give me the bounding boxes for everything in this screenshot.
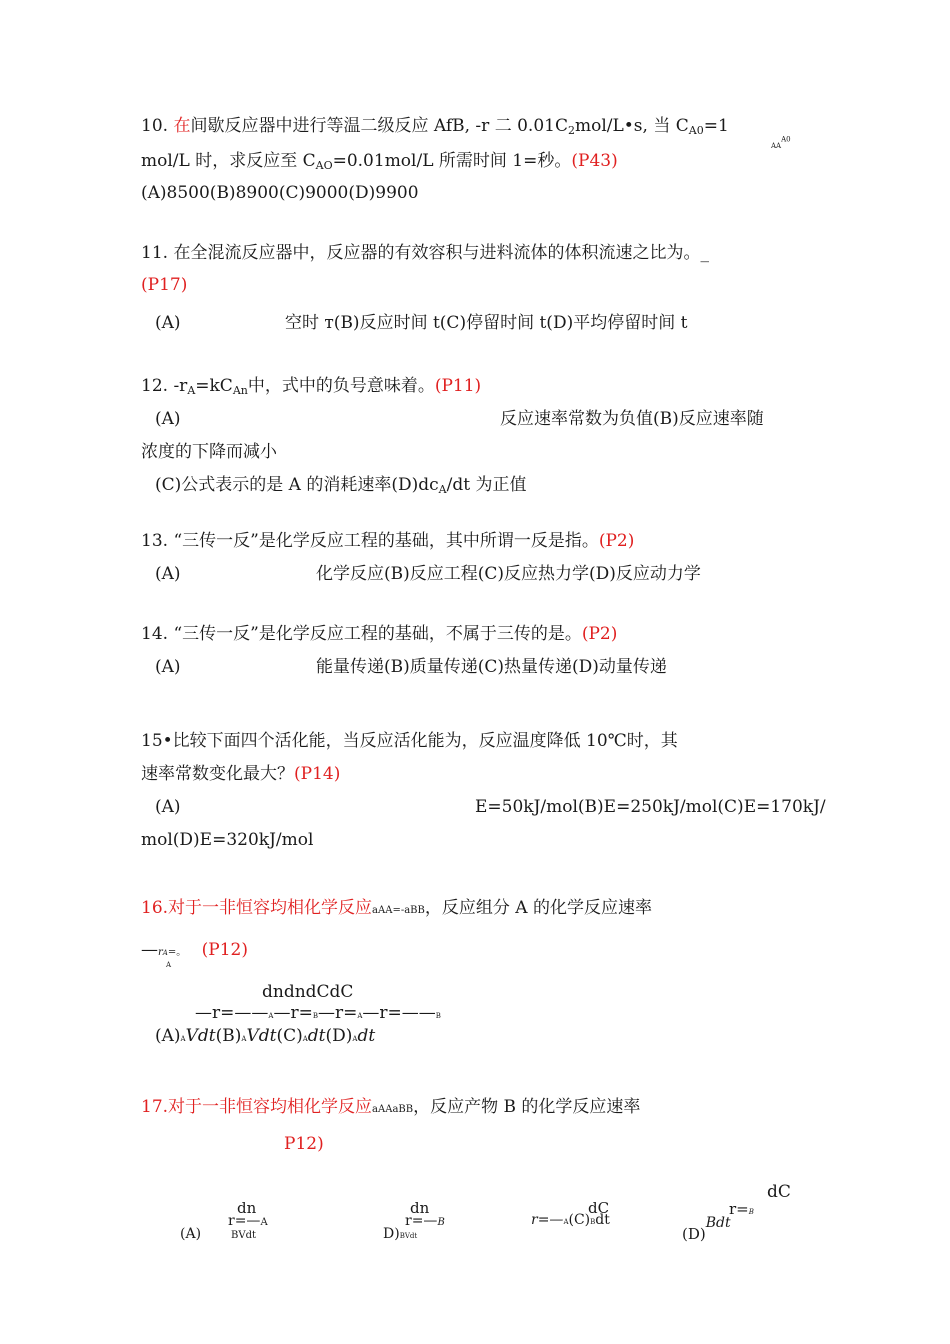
q17-d-label: (D)Bdt [682,1215,731,1243]
q15-question-line2: 速率常数变化最大？(P14) [141,764,341,784]
q16-formula-numerators: dndndCdC [262,982,354,1002]
q14-options: 能量传递(B)质量传递(C)热量传递(D)动量传递 [316,657,667,677]
q15-page-ref: (P14) [294,764,341,784]
q10-page-ref: (P43) [571,151,618,171]
q16-rate-blank: —rA=。 (P12) [141,940,248,960]
q17-a-rate: r=—A [228,1213,268,1229]
q13-option-a-label: (A) [155,564,181,584]
q17-c-rate: r=—A(C)Bdt [531,1212,610,1228]
q17-b-label: D)BVdt [383,1226,418,1242]
q17-dc-top: dC [767,1182,791,1202]
q14-page-ref: (P2) [581,624,618,644]
q13-question: 13. “三传一反”是化学反应工程的基础，其中所谓一反是指。(P2) [141,531,635,551]
q12-option-a-text: 反应速率常数为负值(B)反应速率随 [500,409,764,429]
q16-rate-subscript: A [166,961,172,969]
q10-number: 10. [141,116,169,136]
q12-option-a-label: (A) [155,409,181,429]
q12-option-b-continued: 浓度的下降而减小 [141,442,277,462]
q15-options-continued: mol(D)E=320kJ/mol [141,830,314,850]
q17-b-numerator: dn [410,1199,430,1217]
q10-options: (A)8500(B)8900(C)9000(D)9900 [141,183,419,203]
q16-question: 16.对于一非恒容均相化学反应aAA=-aBB，反应组分 A 的化学反应速率 [141,898,652,918]
q15-options: E=50kJ/mol(B)E=250kJ/mol(C)E=170kJ/ [475,797,826,817]
q14-option-a-label: (A) [155,657,181,677]
q17-page-ref: P12) [284,1134,324,1154]
q10-line2: mol/L 时，求反应至 $C_{AO}=0.01mol/L$ 所需时间 1=秒。(P43) [141,151,618,172]
q10-corner-fragment: $AA^{A0}$ [771,135,791,150]
q11-options: 空时 т(B)反应时间 t(C)停留时间 t(D)平均停留时间 t [285,313,688,333]
q13-page-ref: (P2) [598,531,635,551]
q17-c-numerator: dC [588,1199,610,1217]
q17-equation: aAAaBB [372,1104,414,1115]
q16-formula-fractions: —r=——A—r=B—r=A—r=——B [195,1003,441,1023]
q12-question: 12. $-r_A=kC_{An}$中，式中的负号意味着。(P11) [141,376,482,397]
q17-question: 17.对于一非恒容均相化学反应aAAaBB，反应产物 B 的化学反应速率 [141,1097,641,1117]
q17-d-rate: r=B [729,1200,754,1218]
q13-options: 化学反应(B)反应工程(C)反应热力学(D)反应动力学 [316,564,701,584]
q11-question: 11. 在全混流反应器中，反应器的有效容积与进料流体的体积流速之比为。_ [141,243,709,263]
q15-option-a-label: (A) [155,797,181,817]
q15-question: 15•比较下面四个活化能，当反应活化能为，反应温度降低 10℃时，其 [141,731,678,751]
q10-highlight: 在 [173,116,191,136]
q17-b-rate: r=—B [405,1213,445,1229]
q17-a-label: (A) BVdt [180,1226,257,1242]
q16-equation: aAA=-aBB [372,905,425,916]
q16-options: (A)AVdt(B)AVdt(C)Adt(D)Adt [155,1026,376,1046]
q16-page-ref: (P12) [201,940,248,960]
q14-question: 14. “三传一反”是化学反应工程的基础，不属于三传的是。(P2) [141,624,618,644]
q12-page-ref: (P11) [434,376,482,396]
q12-options-cd: (C)公式表示的是 A 的消耗速率$(D)dc_A/dt$ 为正值 [155,475,527,496]
q11-page-ref: (P17) [141,275,188,295]
q10-line1: 10. 在间歇反应器中进行等温二级反应 AfB, -r 二 $0.01C_2mol/L•s$, 当 $C_{A0}=1$ [141,116,729,137]
q11-option-a-label: (A) [155,313,181,333]
q17-a-numerator: dn [237,1199,257,1217]
